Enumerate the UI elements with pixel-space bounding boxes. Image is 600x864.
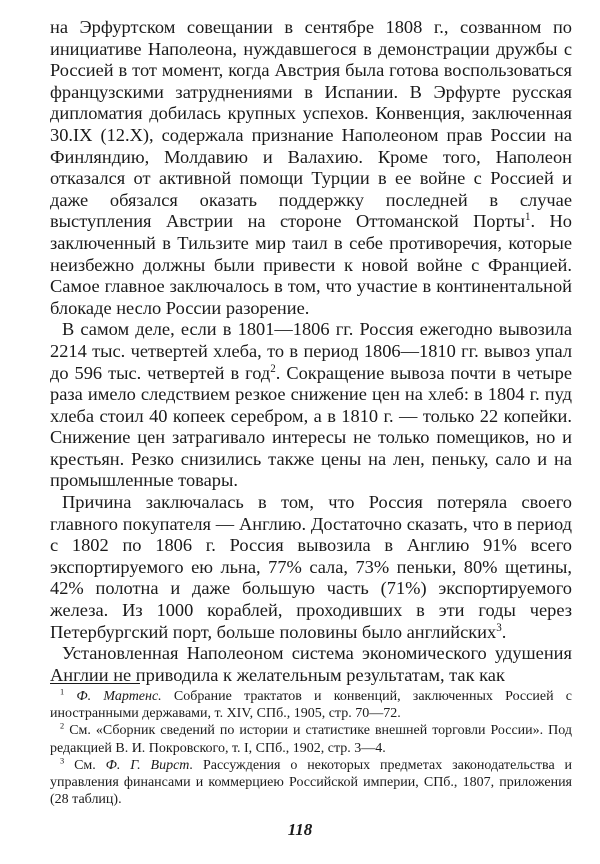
- footnote-ref-2: 2: [270, 362, 276, 375]
- footnote-divider: [50, 683, 140, 684]
- footnote-1: $^1$ Ф. Мартенс. Собрание трактатов и конвенций, заключенных Россией с иностранными державами, т. XIV, СПб., 1905, стр. 70—72.: [50, 687, 573, 722]
- footnote-2: $^2$ См. «Сборник сведений по истории и статистике внешней торговли России». Под редакцией В. И. Покровского, т. I, СПб., 1902, стр. 3—4.: [50, 721, 572, 756]
- footnote-3: $^3$ См. Ф. Г. Вирст. Рассуждения о некоторых предметах законодательства и управления финансами и коммерциею Российской империи, СПб., 1807, приложения (28 таблиц).: [50, 756, 573, 808]
- main-text: [50, 17, 572, 686]
- paragraph-2: В самом деле, если в 1801—1806 гг. Россия ежегодно вывозила 2214 тыс. четвертей хлеба, то в период 1806—1810 гг. вывоз упал до 596 тыс. четвертей в год$^2$. Сокращение вывоза почти в четыре раза имело следствием резкое снижение цен на хлеб: в 1804 г. пуд хлеба стоил 40 копеек серебром, а в 1810 г. — только 22 копейки. Снижение цен затрагивало интересы не только помещиков, но и крестьян. Резко снизились также цены на лен, пеньку, сало и на промышленные товары.: [50, 319, 572, 491]
- footnote-ref-3: 3: [496, 621, 502, 634]
- footnote-ref-1: 1: [524, 211, 531, 224]
- paragraph-4: Установленная Наполеоном система экономического удушения Англии не приводила к желательным результатам, так как: [50, 643, 572, 685]
- paragraph-3: Причина заключалась в том, что Россия потеряла своего главного покупателя — Англию. Достаточно сказать, что в период с 1802 по 1806 г. Россия вывозила в Англию 91% всего экспортируемого ею льна, 77% сала, 73% пеньки, 80% щетины, 42% полотна и даже большую часть (71%) экспортируемого железа. Из 1000 кораблей, проходивших в эти годы через Петербургский порт, больше половины было английских$^3$.: [50, 492, 572, 642]
- page-number: 118: [287, 820, 313, 839]
- footnotes: [50, 688, 572, 808]
- paragraph-1: на Эрфуртском совещании в сентябре 1808 г., созванном по инициативе Наполеона, нуждавшегося в демонстрации дружбы с Россией в тот момент, когда Австрия была готова воспользоваться французскими затруднениями в Испании. В Эрфурте русская дипломатия добилась крупных успехов. Конвенция, заключенная 30.IX (12.X), содержала признание Наполеоном прав России на Финляндию, Молдавию и Валахию. Кроме того, Наполеон отказался от активной помощи Турции в ее войне с Россией и даже обязался оказать поддержку последней в случае выступления Австрии на стороне Оттоманской Порты$^1$. Но заключенный в Тильзите мир таил в себе противоречия, которые неизбежно должны были привести к новой войне с Францией. Самое главное заключалось в том, что участие в континентальной блокаде несло России разорение.: [50, 17, 573, 318]
